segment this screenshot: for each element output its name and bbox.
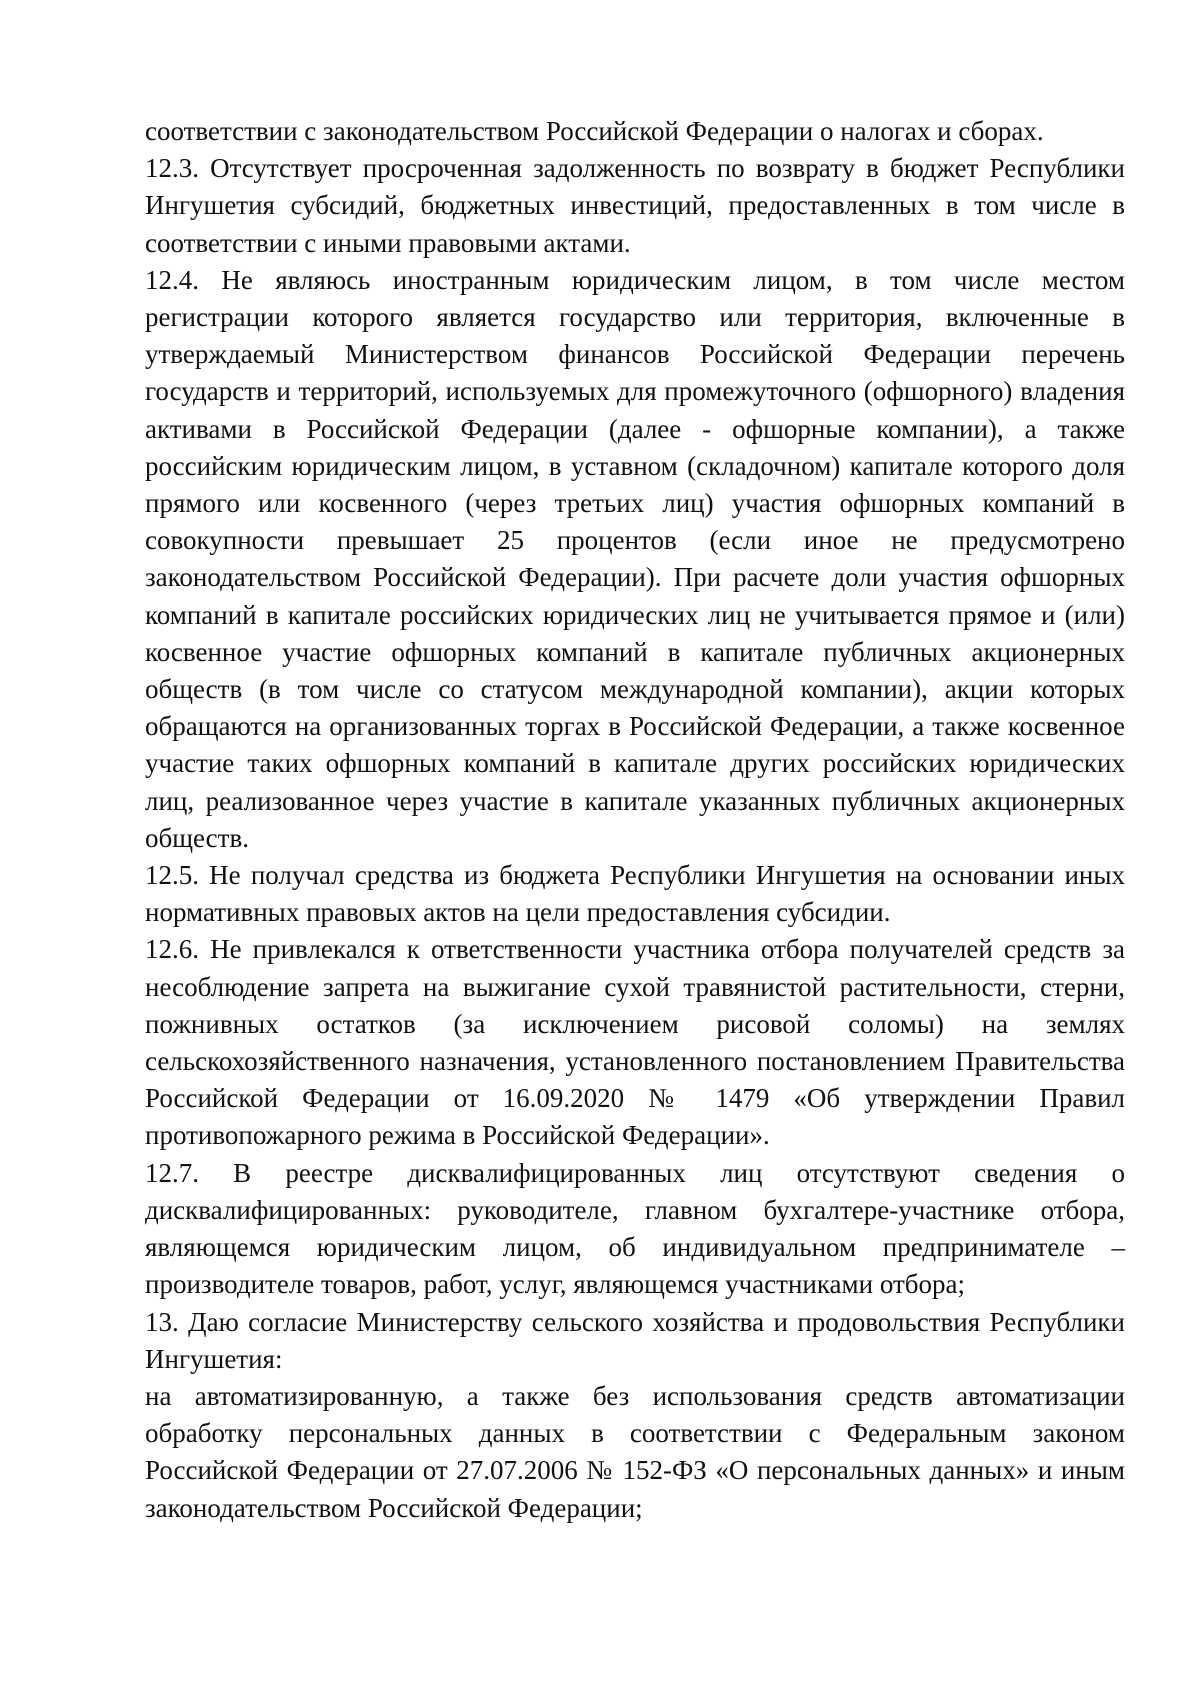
document-body <box>145 113 1125 1527</box>
paragraph-12-7: 12.7. В реестре дисквалифицированных лиц отсутствуют сведения о дисквалифицированных: руководителе, главном бухгалтере-участнике отбора, являющемся юридическим лицом, об индивидуальном предпринимателе – производителе товаров, работ, услуг, являющемся участниками отбора; <box>145 1157 1125 1300</box>
paragraph-13-consent: на автоматизированную, а также без использования средств автоматизации обработку персональных данных в соответствии с Федеральным законом Российской Федерации от 27.07.2006 № 152-ФЗ «О персональных данных» и иным законодательством Российской Федерации; <box>145 1380 1125 1523</box>
paragraph-12-5: 12.5. Не получал средства из бюджета Республики Ингушетия на основании иных нормативных правовых актов на цели предоставления субсидии. <box>145 860 1125 928</box>
paragraph-12-6: 12.6. Не привлекался к ответственности участника отбора получателей средств за несоблюдение запрета на выжигание сухой травянистой растительности, стерни, пожнивных остатков (за исключением рисовой соломы) на землях сельскохозяйственного назначения, установленного постановлением Правительства Российской Федерации от 16.09.2020 № 1479 «Об утверждении Правил противопожарного режима в Российской Федерации». <box>145 934 1125 1151</box>
paragraph-12-4: 12.4. Не являюсь иностранным юридическим лицом, в том числе местом регистрации которого является государство или территория, включенные в утверждаемый Министерством финансов Российской Федерации перечень государств и территорий, используемых для промежуточного (офшорного) владения активами в Российской Федерации (далее - офшорные компании), а также российским юридическим лицом, в уставном (складочном) капитале которого доля прямого или косвенного (через третьих лиц) участия офшорных компаний в совокупности превышает 25 процентов (если иное не предусмотрено законодательством Российской Федерации). При расчете доли участия офшорных компаний в капитале российских юридических лиц не учитывается прямое и (или) косвенное участие офшорных компаний в капитале публичных акционерных обществ (в том числе со статусом международной компании), акции которых обращаются на организованных торгах в Российской Федерации, а также косвенное участие таких офшорных компаний в капитале других российских юридических лиц, реализованное через участие в капитале указанных публичных акционерных обществ. <box>145 264 1125 853</box>
paragraph-13: 13. Даю согласие Министерству сельского хозяйства и продовольствия Республики Ингушетия: <box>145 1306 1125 1374</box>
paragraph-12-3: 12.3. Отсутствует просроченная задолженность по возврату в бюджет Республики Ингушетия субсидий, бюджетных инвестиций, предоставленных в том числе в соответствии с иными правовыми актами. <box>145 153 1125 258</box>
paragraph-tax-continuation: соответствии с законодательством Российской Федерации о налогах и сборах. <box>145 116 1044 146</box>
